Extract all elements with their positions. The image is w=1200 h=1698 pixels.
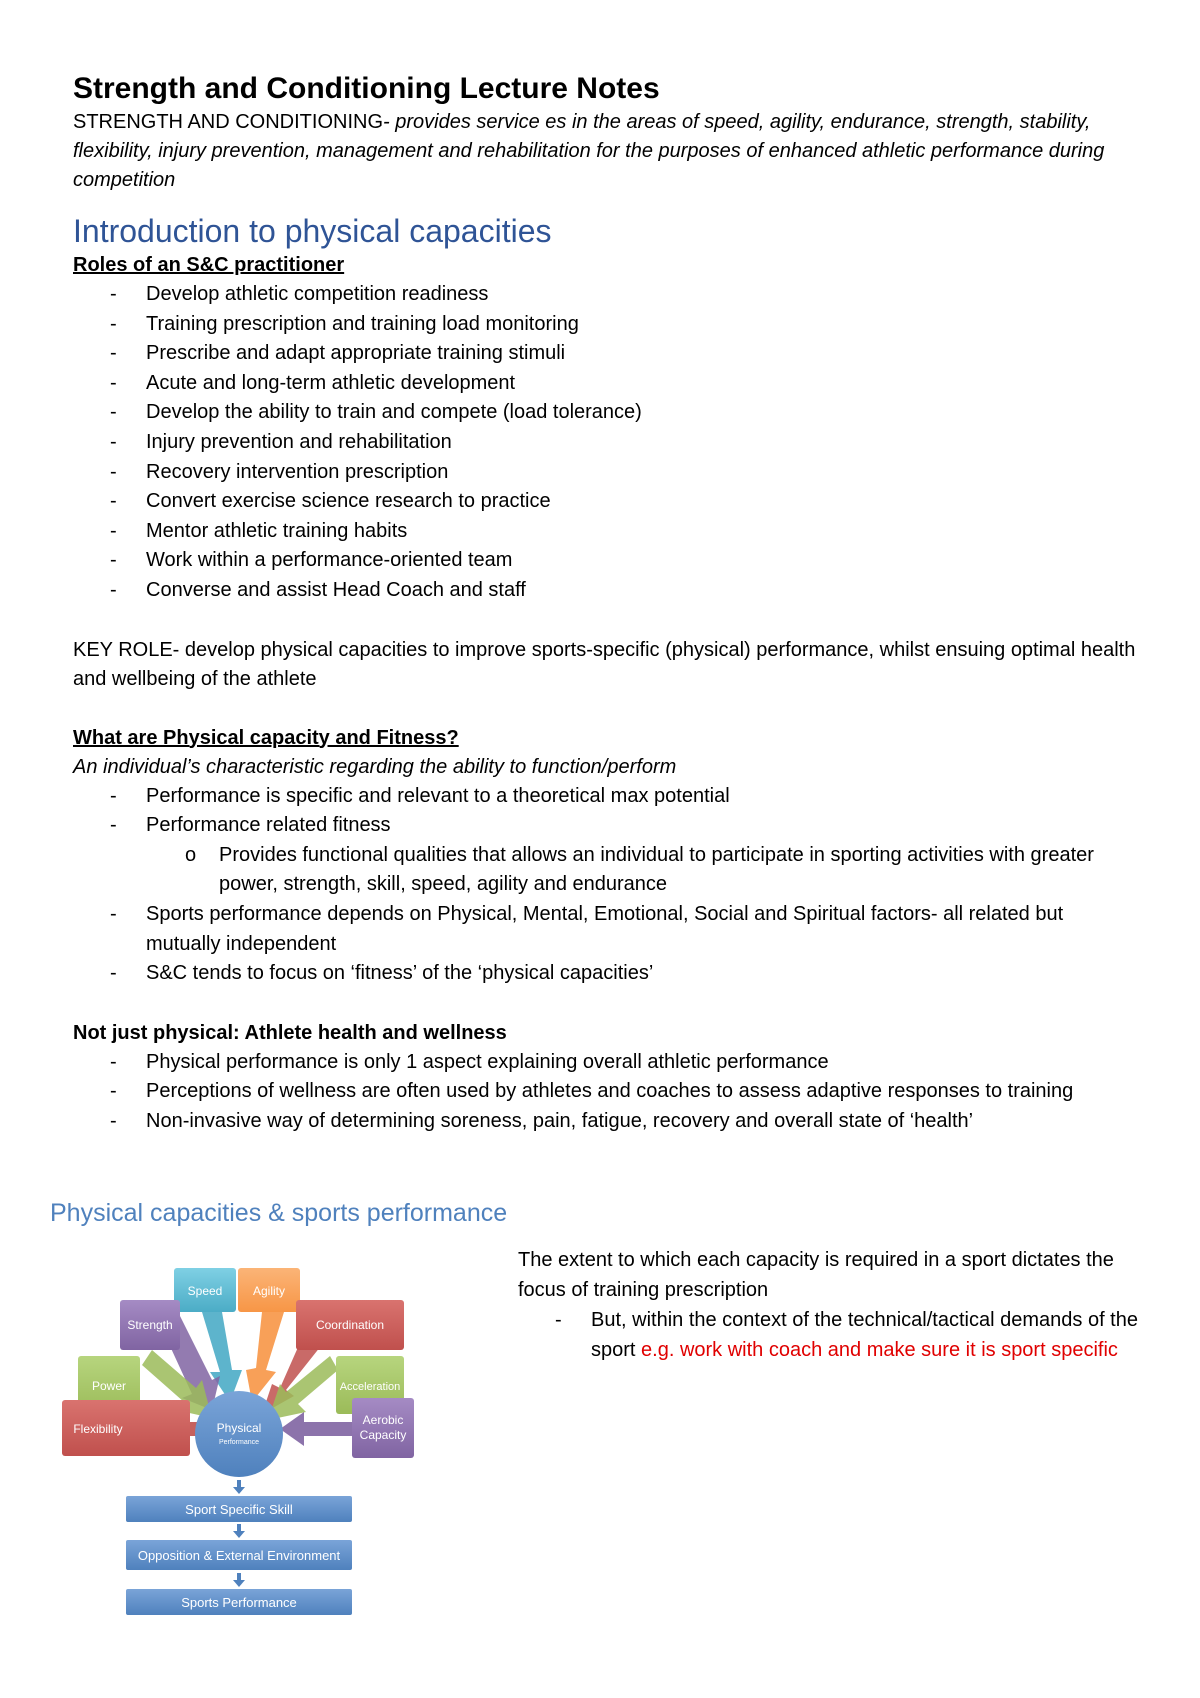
box-flexibility-label: Flexibility	[73, 1422, 123, 1436]
list-item: - Prescribe and adapt appropriate training stimuli	[73, 339, 1143, 369]
list-item: - Develop athletic competition readiness	[73, 280, 1143, 310]
wellness-list	[73, 1048, 1143, 1137]
fitness-heading: What are Physical capacity and Fitness?	[73, 726, 459, 749]
list-item: - Recovery intervention prescription	[73, 458, 1143, 488]
flow-label: Sports Performance	[181, 1595, 297, 1610]
fitness-sublist	[146, 841, 1143, 900]
roles-heading: Roles of an S&C practitioner	[73, 254, 345, 276]
box-speed	[174, 1268, 236, 1312]
flow-sports-performance	[126, 1589, 352, 1615]
intro-term: STRENGTH AND CONDITIONING	[73, 111, 384, 133]
box-agility	[238, 1268, 300, 1312]
list-item	[73, 811, 1143, 900]
list-item: - Work within a performance-oriented team	[73, 546, 1143, 576]
sub-list-item: o Provides functional qualities that allows an individual to participate in sporting activities with greater power, strength, skill, speed, agility and endurance	[73, 841, 1143, 900]
list-item: - Physical performance is only 1 aspect explaining overall athletic performance	[73, 1048, 1143, 1078]
figure-title: Physical capacities & sports performance	[50, 1199, 508, 1227]
list-item: - Mentor athletic training habits	[73, 517, 1143, 547]
box-strength-label: Strength	[127, 1318, 173, 1332]
list-item: - Performance is specific and relevant to a theoretical max potential	[73, 782, 1143, 812]
box-speed-label: Speed	[187, 1284, 223, 1298]
list-item: - Training prescription and training load monitoring	[73, 310, 1143, 340]
list-item-text: Performance related fitness	[146, 814, 391, 837]
fitness-list	[73, 782, 1143, 989]
box-flexibility	[62, 1400, 190, 1456]
list-item	[518, 1305, 1138, 1365]
center-label-2: Performance	[218, 1439, 260, 1446]
key-role-paragraph: KEY ROLE- develop physical capacities to improve sports-specific (physical) performance, whilst ensuing optimal health and wellbeing of the athlete	[73, 638, 1136, 690]
box-agility-label: Agility	[252, 1284, 286, 1298]
side-list	[518, 1305, 1138, 1365]
side-paragraph: The extent to which each capacity is required in a sport dictates the focus of training prescription	[518, 1249, 1114, 1301]
list-item: - Develop the ability to train and compete (load tolerance)	[73, 398, 1143, 428]
flow-label: Sport Specific Skill	[185, 1502, 293, 1517]
fitness-definition: An individual’s characteristic regarding the ability to function/perform	[73, 755, 677, 778]
wellness-heading: Not just physical: Athlete health and wellness	[73, 1021, 507, 1044]
list-item: - Perceptions of wellness are often used by athletes and coaches to assess adaptive responses to training	[73, 1077, 1143, 1107]
center-label-1: Physical	[216, 1421, 262, 1435]
flow-opposition-environment	[126, 1540, 352, 1570]
arrow-down-3	[233, 1573, 245, 1587]
list-item: - Convert exercise science research to practice	[73, 487, 1143, 517]
box-power-label: Power	[91, 1379, 127, 1393]
box-aerobic	[352, 1398, 414, 1458]
arrow-down-1	[233, 1480, 245, 1494]
flow-sport-specific-skill	[126, 1496, 352, 1522]
list-item: - Converse and assist Head Coach and staff	[73, 576, 1143, 606]
intro-definition-text: - provides service es in the areas of speed, agility, endurance, strength, stability, flexibility, injury prevention, management and rehabilitation for the purposes of enhanced athletic performance during competition	[73, 111, 1105, 191]
list-item: - S&C tends to focus on ‘fitness’ of the ‘physical capacities’	[73, 959, 1143, 989]
document-body	[73, 70, 1143, 1136]
box-aerobic-label-1: Aerobic	[362, 1413, 404, 1427]
intro-definition	[73, 108, 1143, 195]
arrow-aerobic	[280, 1412, 352, 1446]
roles-list	[73, 280, 1143, 606]
physical-capacities-diagram	[62, 1240, 482, 1620]
arrow-down-2	[233, 1524, 245, 1538]
box-strength	[120, 1300, 180, 1350]
box-coordination	[296, 1300, 404, 1350]
flow-label: Opposition & External Environment	[137, 1548, 341, 1563]
center-physical-performance	[195, 1391, 283, 1477]
list-item: - Sports performance depends on Physical, Mental, Emotional, Social and Spiritual factors- all related but mutually independent	[73, 900, 1143, 959]
figure-side-text	[518, 1245, 1138, 1365]
list-item: - Acute and long-term athletic development	[73, 369, 1143, 399]
list-item: - Non-invasive way of determining soreness, pain, fatigue, recovery and overall state of ‘health’	[73, 1107, 1143, 1137]
list-item: - Injury prevention and rehabilitation	[73, 428, 1143, 458]
box-aerobic-label-2: Capacity	[359, 1428, 407, 1442]
side-bullet-red-text: e.g. work with coach and make sure it is sport specific	[641, 1339, 1118, 1361]
side-bullet-text: But, within the context of the technical/tactical demands of the sport	[591, 1309, 1138, 1361]
document-title: Strength and Conditioning Lecture Notes	[73, 72, 660, 105]
box-acceleration-label: Acceleration	[339, 1381, 401, 1393]
section-heading: Introduction to physical capacities	[73, 213, 552, 249]
box-coordination-label: Coordination	[315, 1318, 385, 1332]
